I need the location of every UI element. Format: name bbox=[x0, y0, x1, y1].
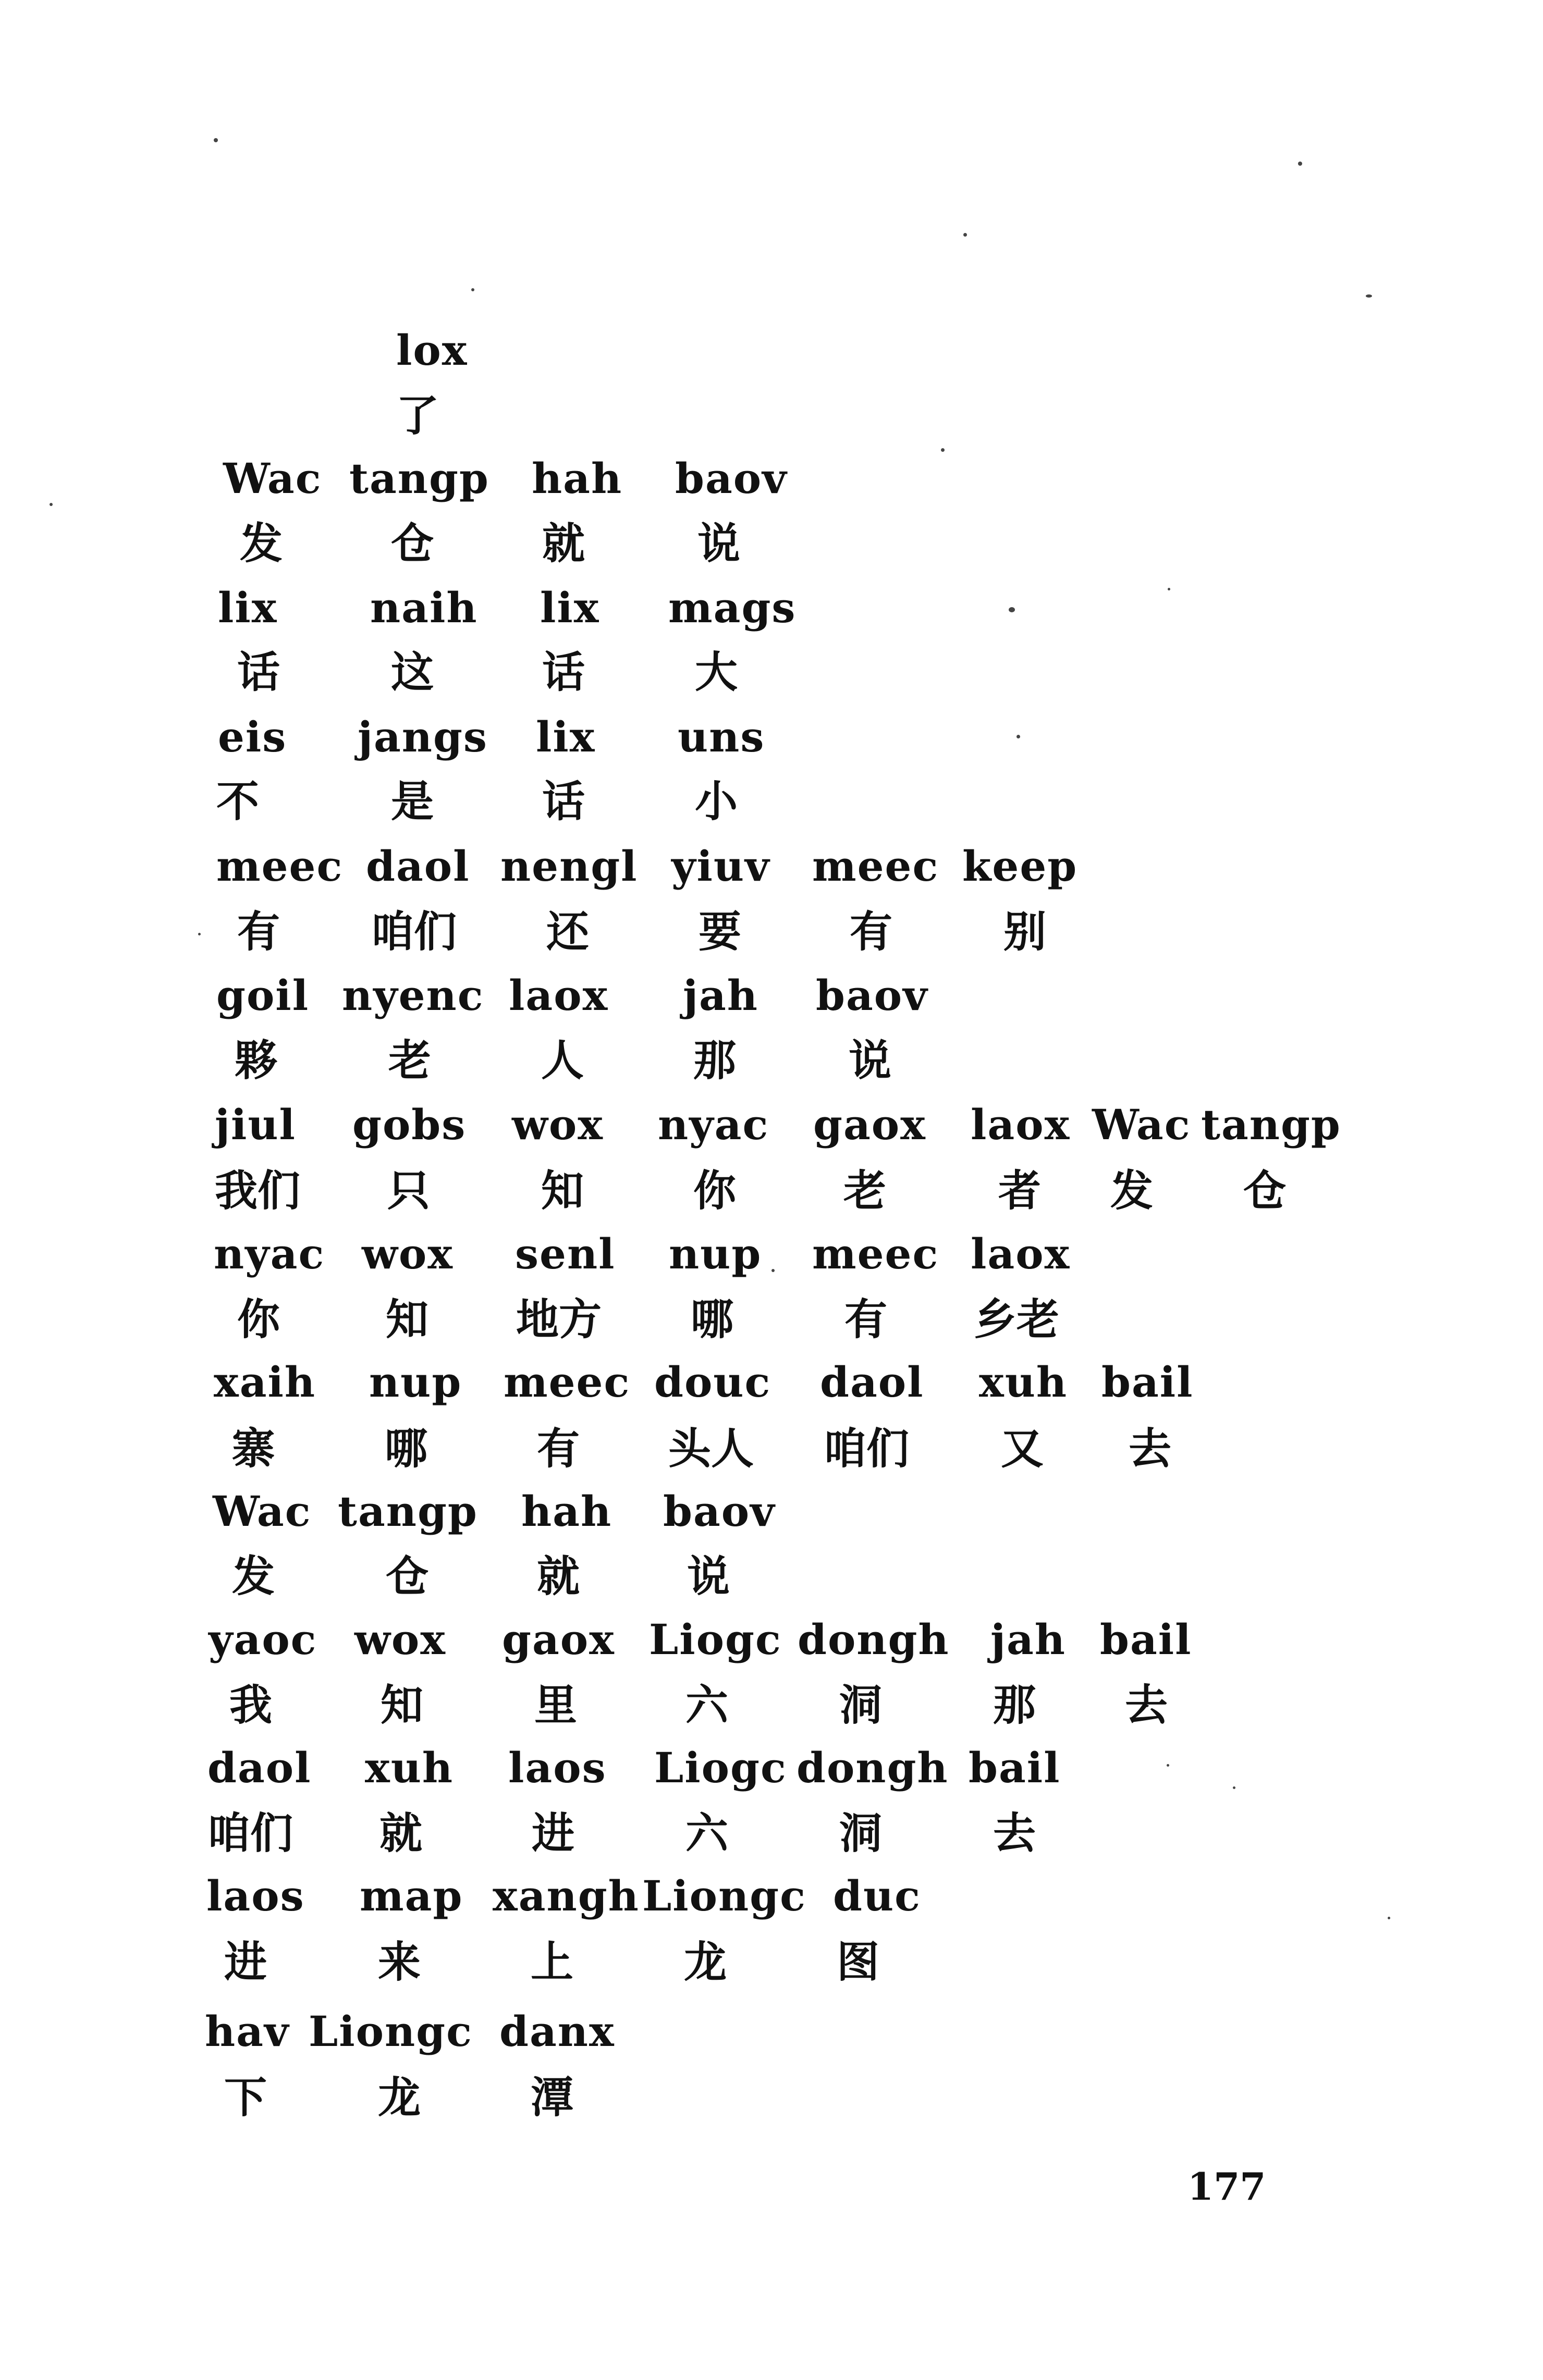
romanized-word: Liongc bbox=[642, 1871, 806, 1920]
romanized-word: xaih bbox=[214, 1358, 316, 1407]
romanized-word: gaox bbox=[813, 1100, 926, 1149]
romanized-word: Liongc bbox=[309, 2007, 473, 2056]
romanized-word: wox bbox=[512, 1100, 604, 1149]
chinese-gloss: 者 bbox=[998, 1166, 1042, 1216]
romanized-word: nup bbox=[669, 1229, 762, 1278]
chinese-gloss: 潭 bbox=[531, 2073, 574, 2123]
chinese-gloss: 别 bbox=[1003, 907, 1047, 957]
romanized-word: gaox bbox=[502, 1615, 615, 1664]
scan-speck bbox=[1168, 588, 1170, 590]
chinese-gloss: 夥 bbox=[235, 1036, 278, 1086]
romanized-word: nyenc bbox=[342, 971, 484, 1020]
romanized-word: wox bbox=[354, 1615, 446, 1664]
chinese-gloss: 要 bbox=[699, 907, 742, 957]
chinese-gloss: 去 bbox=[1125, 1681, 1168, 1730]
scan-speck bbox=[50, 503, 53, 506]
chinese-gloss: 了 bbox=[396, 391, 439, 441]
chinese-gloss: 话 bbox=[237, 648, 280, 697]
chinese-gloss: 发 bbox=[1110, 1166, 1154, 1216]
romanized-word: jangs bbox=[358, 712, 488, 761]
scan-speck bbox=[1017, 735, 1020, 738]
romanized-word: nengl bbox=[500, 842, 638, 891]
chinese-gloss: 老 bbox=[843, 1166, 887, 1216]
chinese-gloss: 说 bbox=[849, 1036, 892, 1086]
romanized-word: map bbox=[360, 1871, 463, 1920]
scan-speck bbox=[1233, 1786, 1235, 1789]
chinese-gloss: 有 bbox=[537, 1424, 580, 1474]
chinese-gloss: 仓 bbox=[391, 519, 434, 569]
romanized-word: xangh bbox=[493, 1871, 640, 1920]
chinese-gloss: 说 bbox=[697, 519, 741, 569]
chinese-gloss: 龙 bbox=[684, 1938, 727, 1987]
romanized-word: laos bbox=[508, 1743, 607, 1792]
romanized-word: meec bbox=[812, 1229, 939, 1278]
romanized-word: hav bbox=[205, 2007, 290, 2056]
chinese-gloss: 还 bbox=[546, 907, 590, 957]
chinese-gloss: 哪 bbox=[691, 1295, 734, 1345]
romanized-word: Wac bbox=[223, 454, 322, 503]
romanized-word: lix bbox=[540, 583, 600, 632]
chinese-gloss: 咱们 bbox=[371, 907, 457, 957]
chinese-gloss: 哪 bbox=[385, 1424, 428, 1474]
chinese-gloss: 六 bbox=[685, 1809, 729, 1858]
chinese-gloss: 知 bbox=[541, 1166, 584, 1216]
chinese-gloss: 人 bbox=[541, 1036, 584, 1086]
romanized-word: Wac bbox=[213, 1487, 312, 1536]
chinese-gloss: 里 bbox=[534, 1681, 578, 1730]
chinese-gloss: 咱们 bbox=[824, 1424, 910, 1474]
romanized-word: jah bbox=[990, 1615, 1066, 1664]
chinese-gloss: 头人 bbox=[668, 1424, 754, 1474]
romanized-word: baov bbox=[663, 1487, 776, 1536]
romanized-word: senl bbox=[515, 1229, 616, 1278]
chinese-gloss: 就 bbox=[379, 1809, 423, 1858]
chinese-gloss: 我 bbox=[229, 1681, 273, 1730]
chinese-gloss: 去 bbox=[993, 1809, 1036, 1858]
scan-speck bbox=[1366, 294, 1372, 298]
romanized-word: meec bbox=[812, 842, 939, 891]
chinese-gloss: 话 bbox=[542, 648, 585, 697]
romanized-word: naih bbox=[370, 583, 478, 632]
romanized-word: lix bbox=[536, 712, 596, 761]
romanized-word: dongh bbox=[798, 1615, 950, 1664]
romanized-word: daol bbox=[820, 1358, 924, 1407]
chinese-gloss: 知 bbox=[381, 1681, 424, 1730]
romanized-word: Liogc bbox=[654, 1743, 787, 1792]
chinese-gloss: 去 bbox=[1129, 1424, 1172, 1474]
romanized-word: bail bbox=[1100, 1615, 1192, 1664]
chinese-gloss: 是 bbox=[391, 777, 434, 827]
romanized-word: Liogc bbox=[649, 1615, 782, 1664]
romanized-word: keep bbox=[962, 842, 1078, 891]
chinese-gloss: 小 bbox=[695, 777, 738, 827]
romanized-word: nyac bbox=[214, 1229, 325, 1278]
chinese-gloss: 洞 bbox=[839, 1681, 883, 1730]
romanized-word: bail bbox=[969, 1743, 1061, 1792]
romanized-word: yaoc bbox=[209, 1615, 317, 1664]
chinese-gloss: 只 bbox=[387, 1166, 431, 1216]
chinese-gloss: 发 bbox=[232, 1552, 275, 1601]
chinese-gloss: 你 bbox=[237, 1295, 280, 1345]
scan-speck bbox=[1388, 1917, 1390, 1919]
romanized-word: douc bbox=[654, 1358, 772, 1407]
chinese-gloss: 就 bbox=[542, 519, 585, 569]
romanized-word: laos bbox=[206, 1871, 305, 1920]
scan-speck bbox=[214, 138, 218, 142]
romanized-word: xuh bbox=[365, 1743, 454, 1792]
romanized-word: hah bbox=[532, 454, 623, 503]
romanized-word: laox bbox=[509, 971, 609, 1020]
romanized-word: nyac bbox=[658, 1100, 769, 1149]
scan-speck bbox=[1298, 162, 1302, 166]
romanized-word: yiuv bbox=[671, 842, 770, 891]
romanized-word: mags bbox=[668, 583, 797, 632]
scan-speck bbox=[772, 1269, 775, 1272]
romanized-word: lox bbox=[396, 326, 468, 375]
romanized-word: goil bbox=[216, 971, 310, 1020]
romanized-word: laox bbox=[971, 1229, 1071, 1278]
romanized-word: tangp bbox=[349, 454, 489, 503]
romanized-word: duc bbox=[833, 1871, 921, 1920]
romanized-word: tangp bbox=[1201, 1100, 1341, 1149]
romanized-word: meec bbox=[216, 842, 344, 891]
chinese-gloss: 老 bbox=[388, 1036, 432, 1086]
chinese-gloss: 来 bbox=[378, 1938, 421, 1987]
chinese-gloss: 咱们 bbox=[207, 1809, 293, 1858]
scan-speck bbox=[471, 288, 474, 291]
chinese-gloss: 仓 bbox=[386, 1552, 429, 1601]
chinese-gloss: 发 bbox=[240, 519, 283, 569]
chinese-gloss: 那 bbox=[993, 1681, 1036, 1730]
scan-speck bbox=[1009, 607, 1015, 612]
scan-speck bbox=[963, 233, 967, 237]
scan-speck bbox=[198, 933, 201, 935]
romanized-word: danx bbox=[499, 2007, 615, 2056]
chinese-gloss: 有 bbox=[844, 1295, 888, 1345]
chinese-gloss: 进 bbox=[532, 1809, 575, 1858]
romanized-word: xuh bbox=[979, 1358, 1068, 1407]
chinese-gloss: 你 bbox=[693, 1166, 737, 1216]
romanized-word: baov bbox=[816, 971, 928, 1020]
romanized-word: tangp bbox=[338, 1487, 478, 1536]
chinese-gloss: 就 bbox=[537, 1552, 580, 1601]
romanized-word: bail bbox=[1101, 1358, 1194, 1407]
chinese-gloss: 说 bbox=[687, 1552, 730, 1601]
chinese-gloss: 洞 bbox=[839, 1809, 883, 1858]
romanized-word: baov bbox=[675, 454, 788, 503]
chinese-gloss: 六 bbox=[685, 1681, 729, 1730]
romanized-word: nup bbox=[369, 1358, 462, 1407]
romanized-word: lix bbox=[218, 583, 278, 632]
romanized-word: gobs bbox=[352, 1100, 467, 1149]
chinese-gloss: 知 bbox=[386, 1295, 429, 1345]
romanized-word: daol bbox=[207, 1743, 312, 1792]
chinese-gloss: 我们 bbox=[215, 1166, 301, 1216]
chinese-gloss: 话 bbox=[542, 777, 585, 827]
scan-speck bbox=[1167, 1764, 1169, 1767]
page-number: 177 bbox=[1187, 2164, 1266, 2209]
romanized-word: meec bbox=[504, 1358, 631, 1407]
chinese-gloss: 不 bbox=[216, 777, 260, 827]
chinese-gloss: 有 bbox=[850, 907, 893, 957]
romanized-word: Wac bbox=[1092, 1100, 1191, 1149]
chinese-gloss: 上 bbox=[531, 1938, 574, 1987]
romanized-word: dongh bbox=[797, 1743, 949, 1792]
chinese-gloss: 大 bbox=[695, 648, 738, 697]
romanized-word: jah bbox=[683, 971, 758, 1020]
chinese-gloss: 又 bbox=[1001, 1424, 1044, 1474]
romanized-word: wox bbox=[362, 1229, 454, 1278]
romanized-word: daol bbox=[366, 842, 470, 891]
romanized-word: hah bbox=[521, 1487, 613, 1536]
scan-speck bbox=[941, 448, 945, 452]
romanized-word: laox bbox=[971, 1100, 1071, 1149]
chinese-gloss: 这 bbox=[391, 648, 434, 697]
romanized-word: uns bbox=[678, 712, 765, 761]
chinese-gloss: 那 bbox=[693, 1036, 737, 1086]
romanized-word: jiul bbox=[215, 1100, 296, 1149]
chinese-gloss: 图 bbox=[837, 1938, 880, 1987]
chinese-gloss: 乡老 bbox=[974, 1295, 1060, 1345]
chinese-gloss: 仓 bbox=[1243, 1166, 1287, 1216]
chinese-gloss: 下 bbox=[224, 2073, 267, 2123]
chinese-gloss: 地方 bbox=[516, 1295, 602, 1345]
chinese-gloss: 龙 bbox=[378, 2073, 421, 2123]
chinese-gloss: 进 bbox=[224, 1938, 267, 1987]
chinese-gloss: 寨 bbox=[232, 1424, 275, 1474]
romanized-word: eis bbox=[218, 712, 287, 761]
chinese-gloss: 有 bbox=[237, 907, 280, 957]
